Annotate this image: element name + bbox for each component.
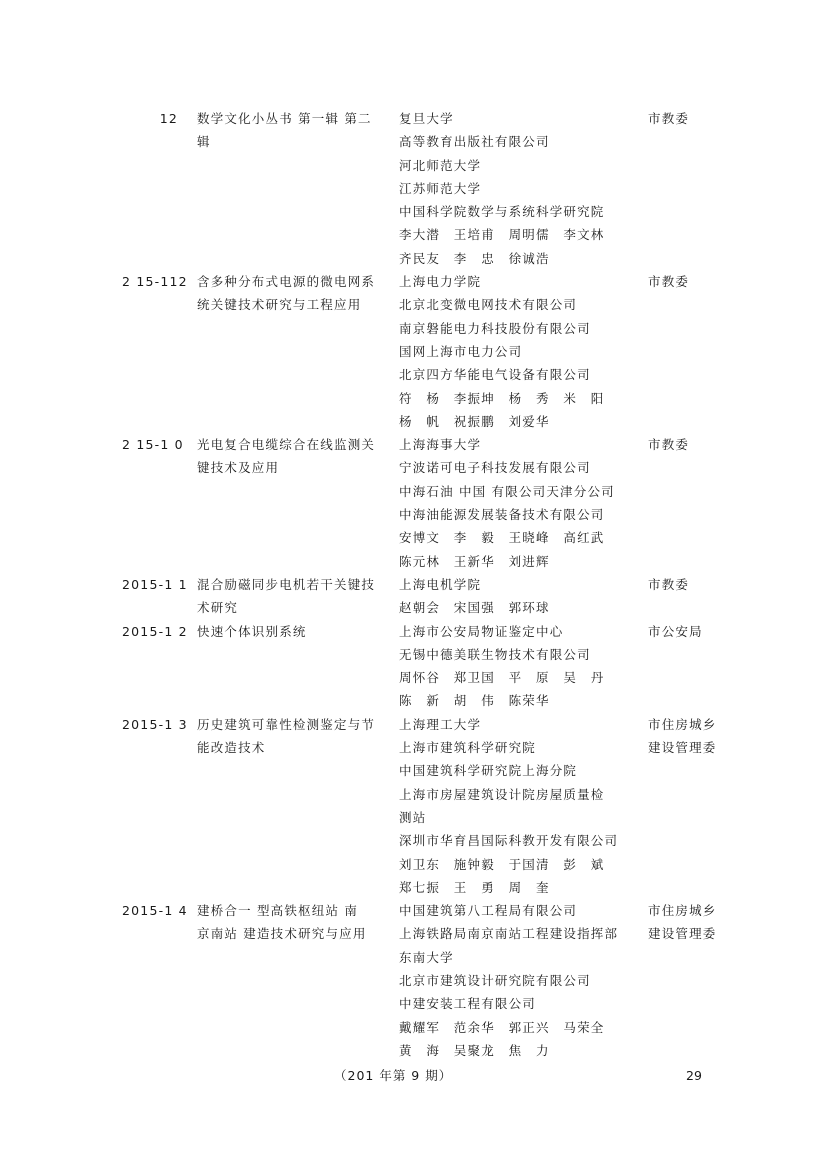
entry-number: 2015-1 4 [122, 903, 188, 919]
completion-units-line: 杨 帆 祝振鹏 刘爱华 [399, 413, 550, 429]
completion-units-line: 黄 海 吴聚龙 焦 力 [399, 1042, 550, 1058]
recommending-department-line: 市教委 [648, 111, 690, 126]
project-title-column [197, 620, 389, 643]
recommending-department-line: 建设管理委 [648, 926, 717, 942]
completion-units-line: 中国科学院数学与系统科学研究院 [399, 204, 605, 220]
completion-units-line: 无锡中德美联生物技术有限公司 [399, 646, 591, 662]
project-title-line: 术研究 [197, 600, 239, 616]
completion-units-column [399, 270, 639, 433]
entry-number: 2 15-1 0 [122, 437, 184, 453]
recommending-department-line: 市住房城乡 [648, 903, 717, 919]
entry-number: 2 15-112 [122, 274, 188, 290]
recommending-department-column [648, 433, 728, 456]
project-title-line: 键技术及应用 [197, 460, 280, 476]
completion-units-line: 上海电机学院 [399, 577, 482, 592]
project-title-column [197, 433, 389, 480]
completion-units-column [399, 713, 639, 899]
recommending-department-column [648, 107, 728, 130]
project-title-line: 建桥合一 型高铁枢纽站 南 [197, 903, 359, 919]
completion-units-line: 戴耀军 范余华 郭正兴 马荣全 [399, 1019, 605, 1035]
completion-units-line: 中海油能源发展装备技术有限公司 [399, 507, 605, 523]
recommending-department-column [648, 899, 728, 946]
completion-units-line: 上海铁路局南京南站工程建设指挥部 [399, 926, 619, 942]
recommending-department-line: 市教委 [648, 437, 690, 453]
recommending-department-line: 市教委 [648, 577, 690, 592]
completion-units-line: 符 杨 李振坤 杨 秀 米 阳 [399, 390, 605, 406]
project-title-column [197, 713, 389, 760]
completion-units-line: 赵朝会 宋国强 郭环球 [399, 600, 550, 616]
completion-units-line: 上海市房屋建筑设计院房屋质量检 [399, 786, 605, 802]
recommending-department-column [648, 270, 728, 293]
project-title-line: 光电复合电缆综合在线监测关 [197, 437, 376, 453]
completion-units-line: 上海理工大学 [399, 716, 482, 732]
recommending-department-line: 市教委 [648, 274, 690, 290]
completion-units-line: 复旦大学 [399, 111, 454, 126]
recommending-department-line: 建设管理委 [648, 740, 717, 756]
completion-units-line: 国网上海市电力公司 [399, 343, 523, 359]
entry-number: 2015-1 1 [122, 577, 188, 592]
completion-units-line: 宁波诺可电子科技发展有限公司 [399, 460, 591, 476]
completion-units-line: 陈元林 王新华 刘进辉 [399, 553, 550, 569]
project-title-column [197, 573, 389, 620]
completion-units-line: 中海石油 中国 有限公司天津分公司 [399, 483, 615, 499]
project-title-line: 辑 [197, 134, 211, 150]
completion-units-line: 南京磐能电力科技股份有限公司 [399, 320, 591, 336]
footer-issue: （201 年第 9 期） [334, 1068, 453, 1083]
project-title-column [197, 270, 389, 317]
completion-units-column [399, 573, 639, 620]
recommending-department-column [648, 620, 728, 643]
project-title-column [197, 107, 389, 154]
project-title-line: 京南站 建造技术研究与应用 [197, 926, 367, 942]
completion-units-line: 东南大学 [399, 949, 454, 965]
completion-units-line: 李大潜 王培甫 周明儒 李文林 [399, 227, 605, 243]
completion-units-line: 安博文 李 毅 王晓峰 高红武 [399, 530, 605, 546]
completion-units-line: 上海海事大学 [399, 437, 482, 453]
completion-units-line: 中国建筑科学研究院上海分院 [399, 763, 578, 779]
recommending-department-column [648, 713, 728, 760]
recommending-department-line: 市住房城乡 [648, 716, 717, 732]
page-number: 29 [686, 1068, 702, 1083]
completion-units-line: 上海电力学院 [399, 274, 482, 290]
project-title-line: 数学文化小丛书 第一辑 第二 [197, 111, 372, 126]
completion-units-line: 上海市建筑科学研究院 [399, 740, 537, 756]
entry-number: 2015-1 2 [122, 623, 188, 639]
completion-units-line: 周怀谷 郑卫国 平 原 吴 丹 [399, 670, 605, 686]
completion-units-line: 深圳市华育昌国际科教开发有限公司 [399, 833, 619, 849]
project-title-line: 能改造技术 [197, 740, 266, 756]
entry-number: 2015-1 3 [122, 716, 188, 732]
project-title-column [197, 899, 389, 946]
completion-units-column [399, 433, 639, 573]
completion-units-line: 中建安装工程有限公司 [399, 996, 537, 1012]
completion-units-line: 刘卫东 施钟毅 于国清 彭 斌 [399, 856, 605, 872]
completion-units-line: 江苏师范大学 [399, 180, 482, 196]
completion-units-line: 北京四方华能电气设备有限公司 [399, 367, 591, 383]
recommending-department-column [648, 573, 728, 596]
project-title-line: 快速个体识别系统 [197, 623, 307, 639]
completion-units-line: 上海市公安局物证鉴定中心 [399, 623, 564, 639]
completion-units-line: 测站 [399, 809, 427, 825]
completion-units-line: 陈 新 胡 伟 陈荣华 [399, 693, 550, 709]
project-title-line: 统关键技术研究与工程应用 [197, 297, 362, 313]
completion-units-line: 高等教育出版社有限公司 [399, 134, 550, 150]
completion-units-line: 齐民友 李 忠 徐诚浩 [399, 250, 550, 266]
completion-units-line: 郑七振 王 勇 周 奎 [399, 879, 550, 895]
completion-units-line: 中国建筑第八工程局有限公司 [399, 903, 578, 919]
recommending-department-line: 市公安局 [648, 623, 703, 639]
completion-units-line: 北京市建筑设计研究院有限公司 [399, 973, 591, 989]
entry-number: 12 [159, 111, 178, 126]
project-title-line: 混合励磁同步电机若干关键技 [197, 577, 376, 592]
completion-units-line: 北京北变微电网技术有限公司 [399, 297, 578, 313]
completion-units-column [399, 107, 639, 270]
completion-units-column [399, 620, 639, 713]
project-title-line: 含多种分布式电源的微电网系 [197, 274, 376, 290]
completion-units-column [399, 899, 639, 1062]
completion-units-line: 河北师范大学 [399, 157, 482, 173]
project-title-line: 历史建筑可靠性检测鉴定与节 [197, 716, 376, 732]
